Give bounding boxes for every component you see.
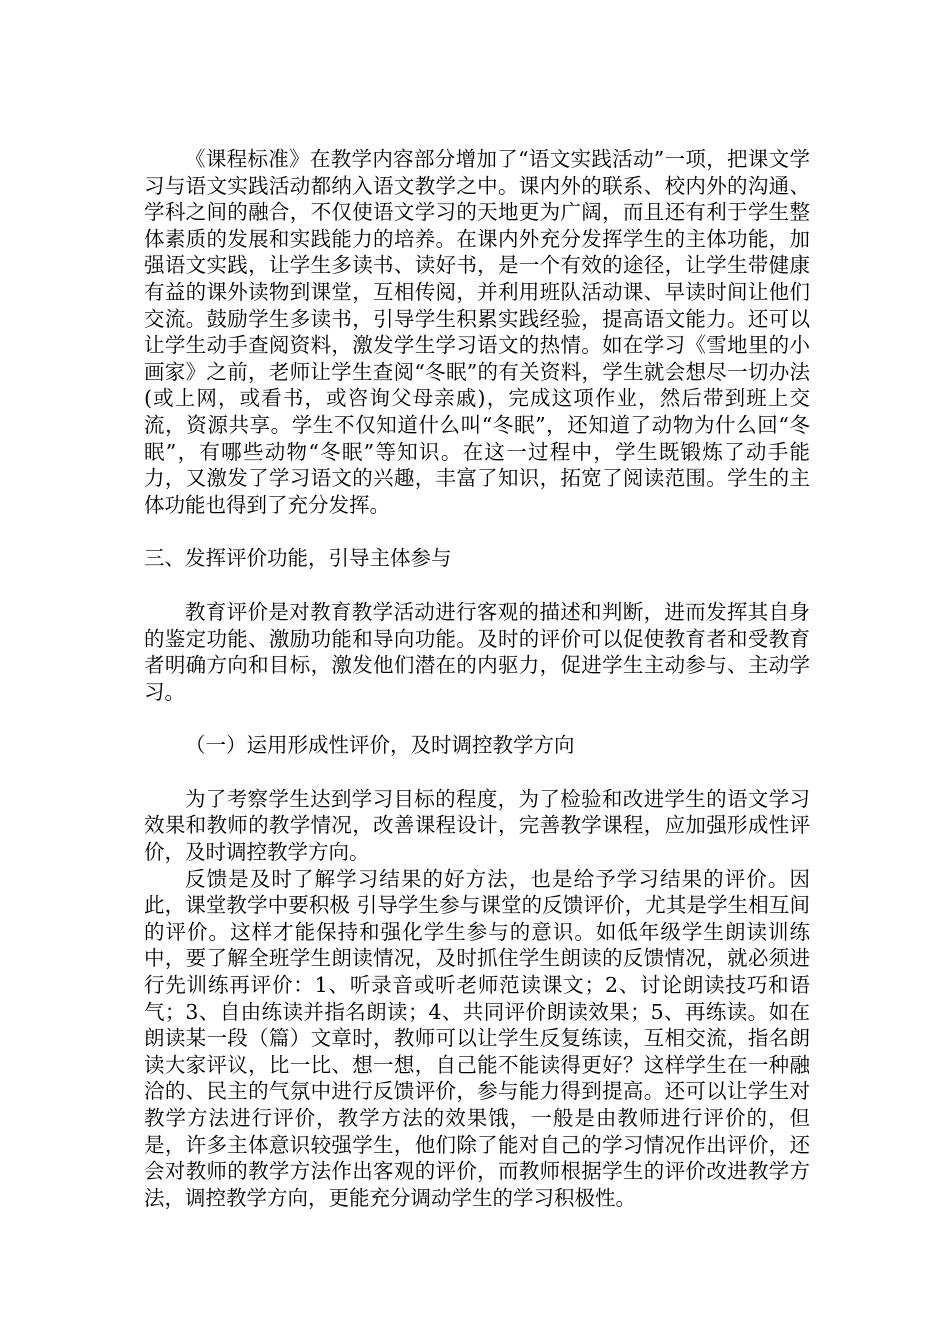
spacer: [144, 572, 810, 599]
document-page: [144, 146, 810, 1211]
spacer: [144, 759, 810, 786]
spacer: [144, 518, 810, 545]
spacer: [144, 705, 810, 732]
paragraph-curriculum-standard: 《课程标准》在教学内容部分增加了“语文实践活动”一项，把课文学习与语文实践活动都纳入语文教学之中。课内外的联系、校内外的沟通、学科之间的融合，不仅使语文学习的天地更为广阔，而且还有利于学生整体素质的发展和实践能力的培养。在课内外充分发挥学生的主体功能，加强语文实践，让学生多读书、读好书，是一个有效的途径，让学生带健康有益的课外读物到课堂，互相传阅，并利用班队活动课、早读时间让他们交流。鼓励学生多读书，引导学生积累实践经验，提高语文能力。还可以让学生动手查阅资料，激发学生学习语文的热情。如在学习《雪地里的小画家》之前，老师让学生查阅“冬眠”的有关资料，学生就会想尽一切办法(或上网，或看书，或咨询父母亲戚)，完成这项作业，然后带到班上交流，资源共享。学生不仅知道什么叫“冬眠”，还知道了动物为什么回“冬眠”，有哪些动物“冬眠”等知识。在这一过程中，学生既锻炼了动手能力，又激发了学习语文的兴趣，丰富了知识，拓宽了阅读范围。学生的主体功能也得到了充分发挥。: [144, 147, 810, 517]
paragraph-feedback: 反馈是及时了解学习结果的好方法，也是给予学习结果的评价。因此，课堂教学中要积极 引导学生参与课堂的反馈评价，尤其是学生相互间的评价。这样才能保持和强化学生参与的意识。如低年级学生朗读训练中，要了解全班学生朗读情况，及时抓住学生朗读的反馈情况，就必须进行先训练再评价：1、听录音或听老师范读课文；2、讨论朗读技巧和语气；3、自由练读并指名朗读；4、共同评价朗读效果；5、再练读。如在朗读某一段（篇）文章时，教师可以让学生反复练读，互相交流，指名朗读大家评议，比一比、想一想，自己能不能读得更好？这样学生在一种融洽的、民主的气氛中进行反馈评价，参与能力得到提高。还可以让学生对教学方法进行评价，教学方法的效果饿，一般是由教师进行评价的，但是，许多主体意识较强学生，他们除了能对自己的学习情况作出评价，还会对教师的教学方法作出客观的评价，而教师根据学生的评价改进教学方法，调控教学方向，更能充分调动学生的学习积极性。: [144, 866, 810, 1210]
paragraph-education-evaluation: 教育评价是对教育教学活动进行客观的描述和判断，进而发挥其自身的鉴定功能、激励功能和导向功能。及时的评价可以促使教育者和受教育者明确方向和目标，激发他们潜在的内驱力，促进学生主动参与、主动学习。: [144, 599, 810, 704]
section-heading-3: 三、发挥评价功能，引导主体参与: [144, 546, 452, 571]
paragraph-learning-goals: 为了考察学生达到学习目标的程度，为了检验和改进学生的语文学习效果和教师的教学情况，改善课程设计，完善教学课程，应加强形成性评价，及时调控教学方向。: [144, 786, 810, 865]
sub-heading-formative-evaluation: （一）运用形成性评价，及时调控教学方向: [185, 733, 575, 758]
